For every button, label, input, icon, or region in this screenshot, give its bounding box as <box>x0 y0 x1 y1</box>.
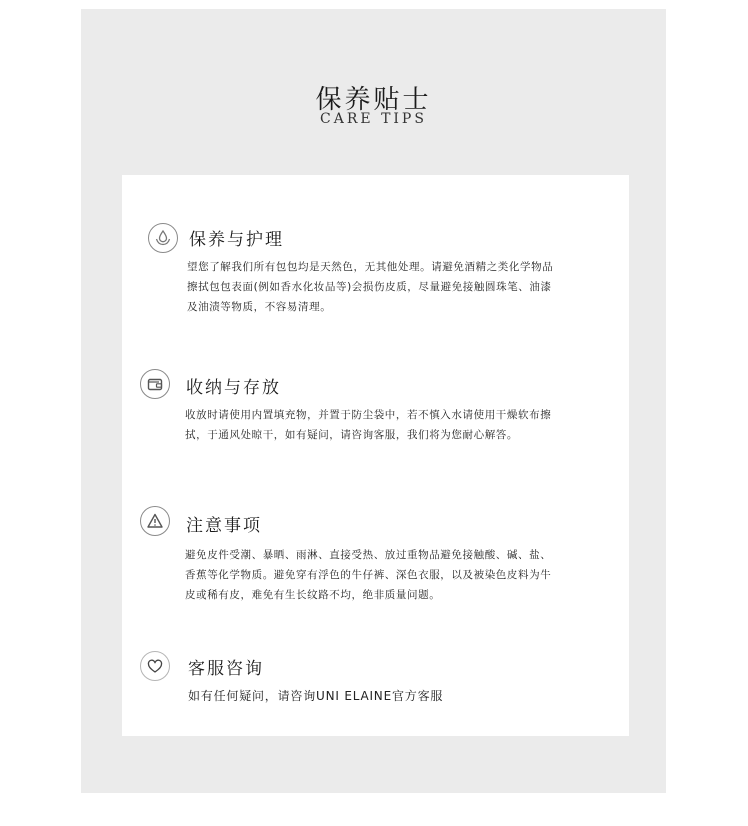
section-body <box>187 257 607 317</box>
body-line: 拭，于通风处晾干，如有疑问，请咨询客服，我们将为您耐心解答。 <box>185 429 518 441</box>
section-body <box>185 545 605 605</box>
care-tips-panel <box>81 9 666 793</box>
body-line: 皮或稀有皮，难免有生长纹路不均，绝非质量问题。 <box>185 589 441 601</box>
tips-card <box>122 175 629 736</box>
body-line: 擦拭包包表面(例如香水化妆品等)会损伤皮质，尽量避免接触圆珠笔、油漆 <box>187 281 552 293</box>
page-title: 保养贴士 <box>315 85 432 115</box>
page-subtitle: CARE TIPS <box>320 111 427 127</box>
section-heading: 注意事项 <box>186 516 262 536</box>
body-line: 如有任何疑问，请咨询UNI ELAINE官方客服 <box>188 689 444 703</box>
heart-icon <box>140 651 170 681</box>
wallet-icon <box>140 369 170 399</box>
section-heading: 收纳与存放 <box>186 378 281 398</box>
section-body <box>185 405 605 445</box>
water-drop-hand-icon <box>148 223 178 253</box>
section-body <box>188 686 608 706</box>
body-line: 避免皮件受潮、暴晒、雨淋、直接受热、放过重物品避免接触酸、碱、盐、 <box>185 549 552 561</box>
body-line: 收放时请使用内置填充物，并置于防尘袋中，若不慎入水请使用干燥软布擦 <box>185 409 552 421</box>
section-heading: 保养与护理 <box>189 230 284 250</box>
body-line: 望您了解我们所有包包均是天然色，无其他处理。请避免酒精之类化学物品 <box>187 261 554 273</box>
body-line: 及油渍等物质，不容易清理。 <box>187 301 332 313</box>
section-heading: 客服咨询 <box>188 659 264 679</box>
body-line: 香蕉等化学物质。避免穿有浮色的牛仔裤、深色衣服，以及被染色皮料为牛 <box>185 569 552 581</box>
warning-triangle-icon <box>140 506 170 536</box>
